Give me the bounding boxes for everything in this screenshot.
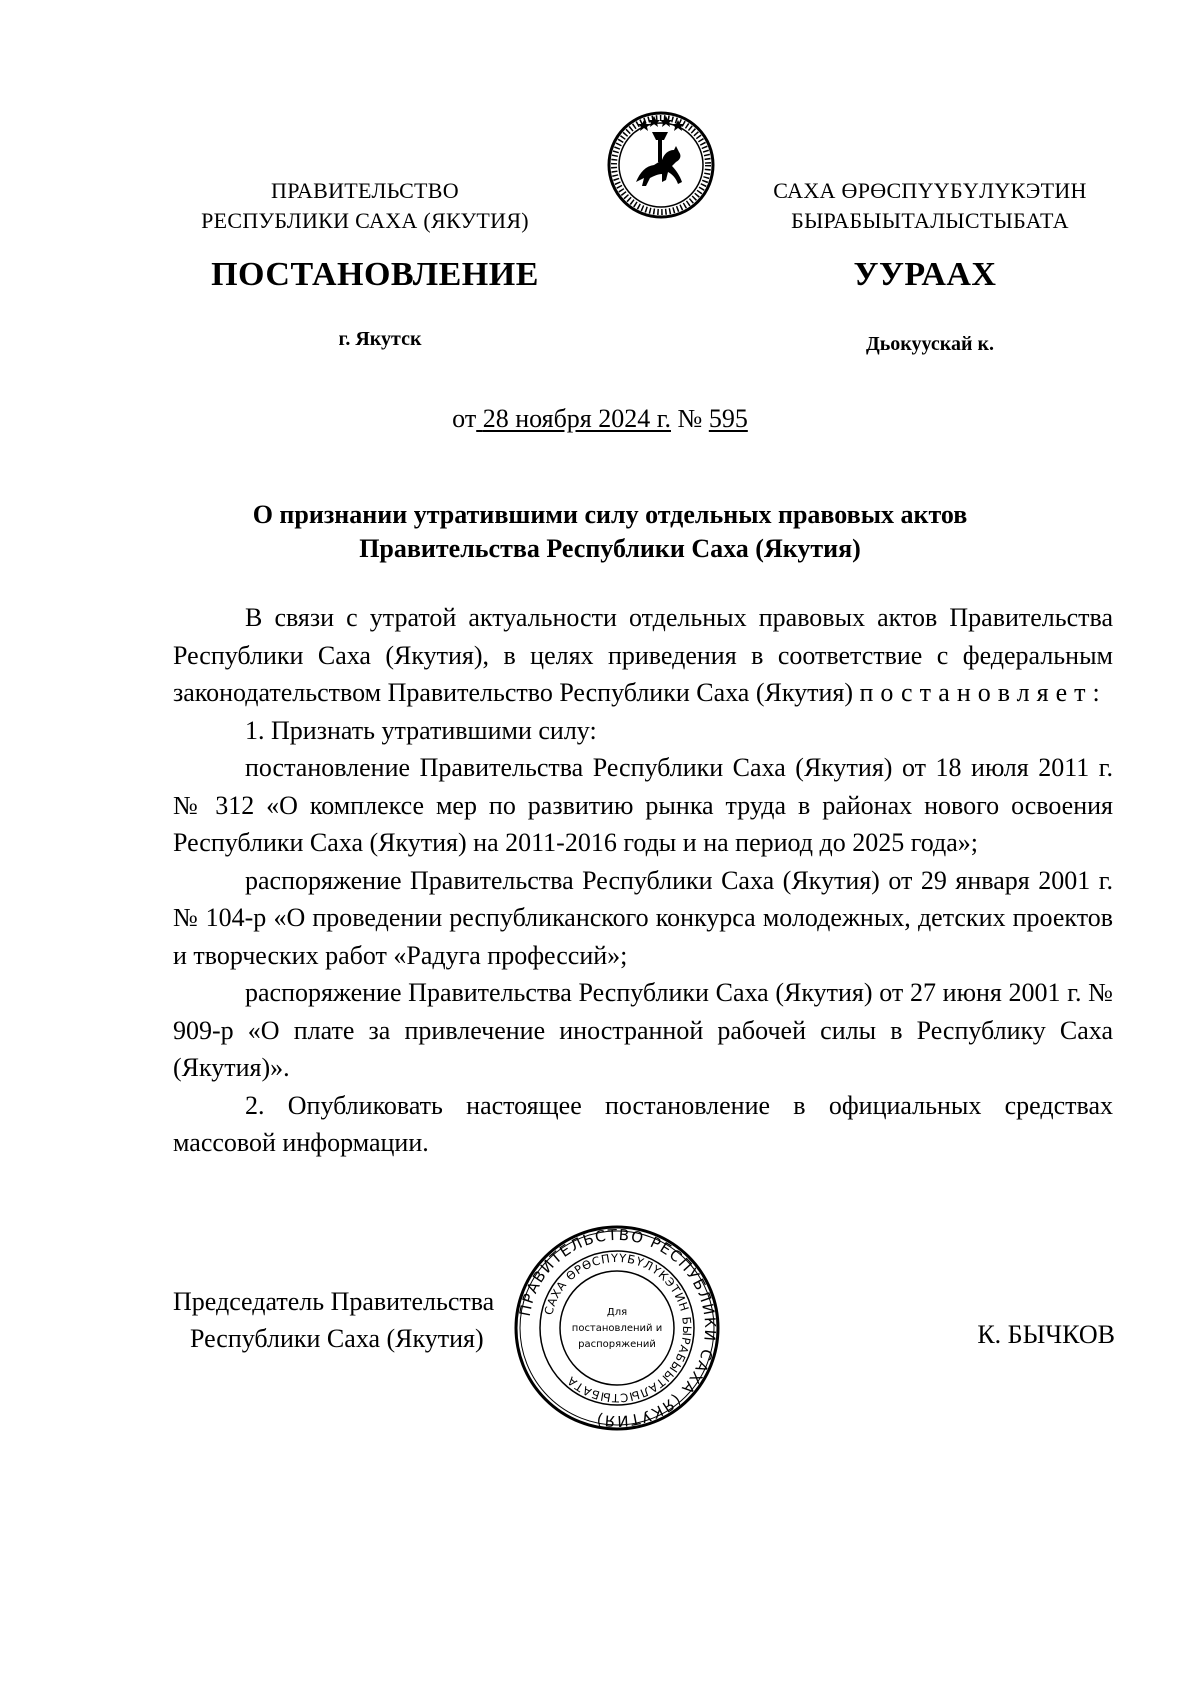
city-ru: г. Якутск <box>338 328 422 350</box>
seal-center-line-1: Для <box>606 1307 628 1318</box>
seal-outer-text: ПРАВИТЕЛЬСТВО РЕСПУБЛИКИ САХА (ЯКУТИЯ) <box>515 1225 720 1431</box>
item-1: 1. Признать утратившими силу: <box>245 715 597 745</box>
issuer-name-ru: ПРАВИТЕЛЬСТВО РЕСПУБЛИКИ САХА (ЯКУТИЯ) <box>201 178 529 233</box>
seal-center-line-2: постановлений и <box>571 1323 663 1334</box>
document-number: 595 <box>708 404 748 433</box>
repealed-act-3: распоряжение Правительства Республики Саха (Якутия) от 27 июня 2001 г. № 909-р «О плате за привлечение иностранной рабочей силы в Республику Саха (Якутия)». <box>173 978 1113 1082</box>
date-prefix: от <box>452 404 477 433</box>
document-title: О признании утратившими силу отдельных правовых актов Правительства Республики Саха (Якутия) <box>252 500 968 563</box>
date-number-line <box>300 404 900 434</box>
signatory-name: К. БЫЧКОВ <box>977 1320 1115 1349</box>
official-seal-icon <box>512 1223 722 1433</box>
doc-type-ru: ПОСТАНОВЛЕНИЕ <box>211 256 539 293</box>
repealed-act-2: распоряжение Правительства Республики Саха (Якутия) от 29 января 2001 г. № 104-р «О проведении республиканского конкурса молодежных, детских проектов и творческих работ «Радуга профессий»; <box>173 865 1113 970</box>
city-sakha: Дьокуускай к. <box>865 333 995 355</box>
doc-type-sakha: УУРААХ <box>853 256 997 293</box>
seal-center-line-3: распоряжений <box>578 1339 656 1350</box>
item-2: 2. Опубликовать настоящее постановление в официальных средствах массовой информации. <box>173 1090 1113 1157</box>
document-date: 28 ноября 2024 г. <box>482 404 671 433</box>
number-sign: № <box>677 404 703 433</box>
document-body <box>173 599 1113 1162</box>
resolves-word: постановляет: <box>859 678 1107 707</box>
signatory-position: Председатель Правительства Республики Саха (Якутия) <box>173 1287 495 1353</box>
repealed-act-1: постановление Правительства Республики Саха (Якутия) от 18 июля 2011 г. № 312 «О комплексе мер по развитию рынка труда в районах нового освоения Республики Саха (Якутия) на 2011-2016 годы и на период до 2025 года»; <box>173 753 1113 857</box>
coat-of-arms-icon <box>606 110 716 220</box>
seal-inner-text: САХА ӨРӨСПҮҮБҮЛҮКЭТИН БЫРАБЫЫТАЛЫСТЫБАТА <box>541 1250 695 1406</box>
intro-paragraph: В связи с утратой актуальности отдельных правовых актов Правительства Республики Саха (Якутия), в целях приведения в соответствие с федеральным законодательством Правительство Республики Саха (Якутия) постановляет: <box>173 603 1113 707</box>
issuer-name-sakha: САХА ӨРӨСПҮҮБҮЛҮКЭТИН БЫРАБЫЫТАЛЫСТЫБАТА <box>773 178 1087 233</box>
